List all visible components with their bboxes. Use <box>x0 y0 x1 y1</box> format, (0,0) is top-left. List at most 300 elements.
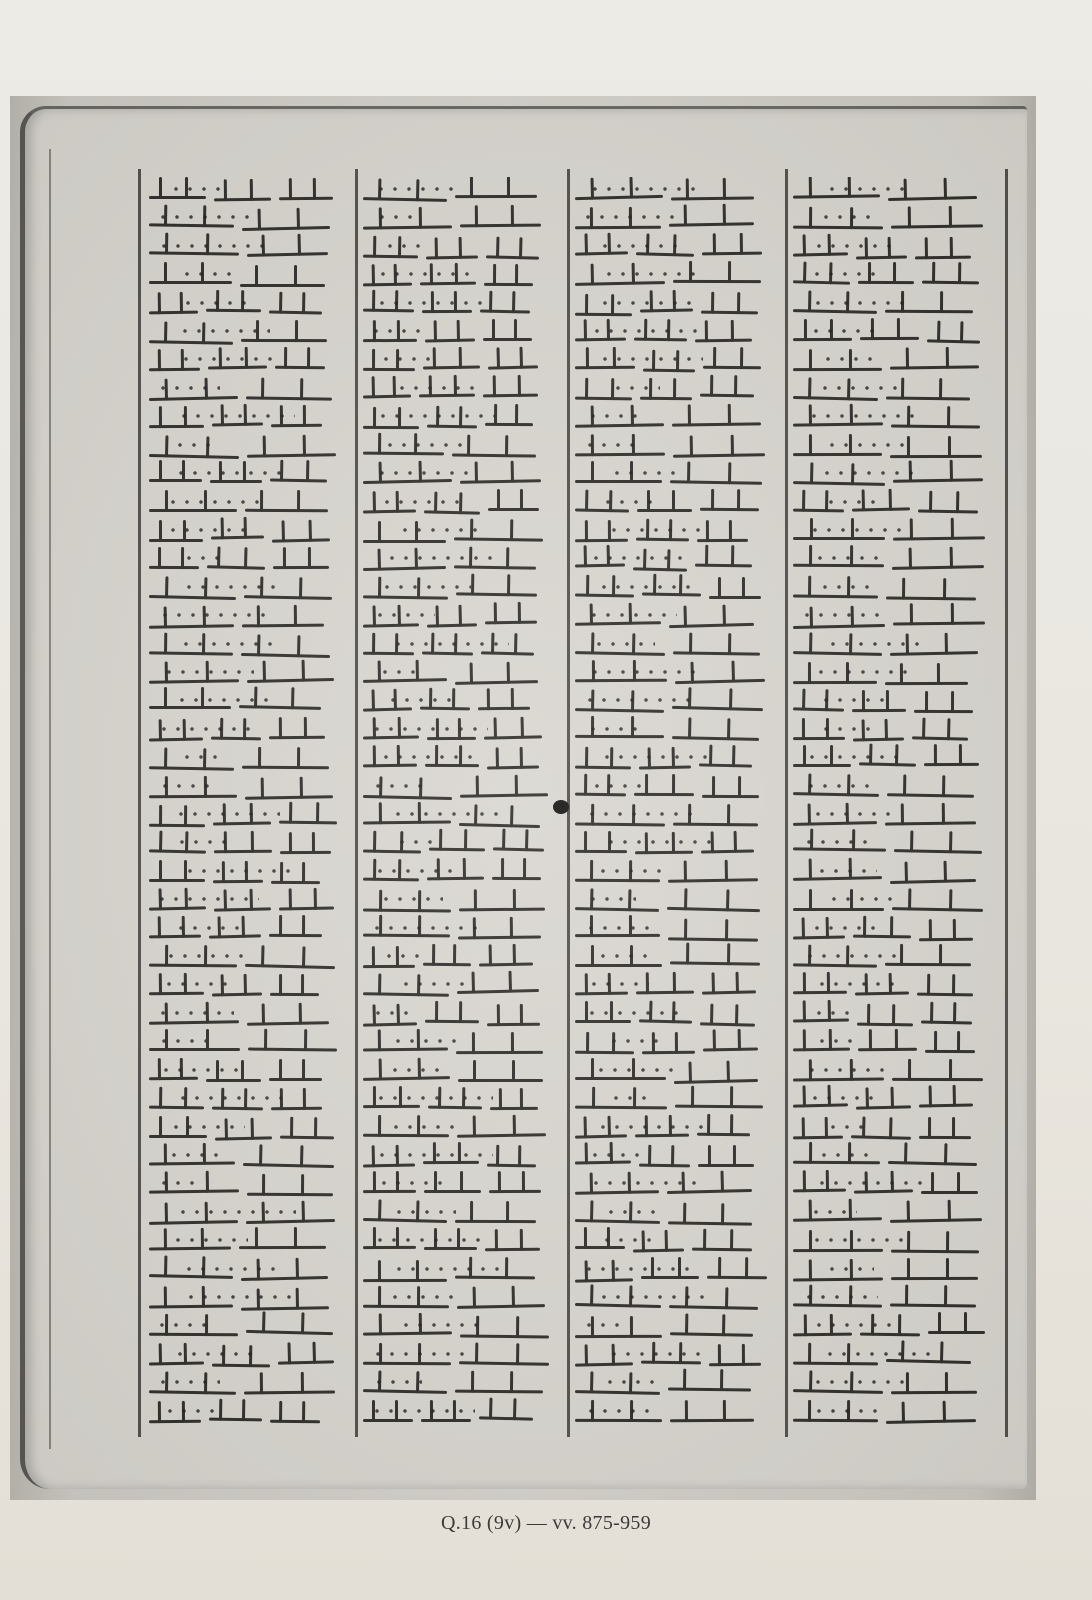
handwritten-stroke <box>149 1189 239 1193</box>
handwritten-stroke <box>363 1105 420 1108</box>
diacritic-dots <box>371 784 427 788</box>
handwritten-stroke <box>852 709 906 712</box>
handwritten-stroke <box>924 763 979 766</box>
handwritten-stroke <box>575 226 661 229</box>
handwritten-stroke <box>793 821 877 826</box>
handwritten-stroke <box>363 395 411 399</box>
handwritten-stroke <box>363 820 451 824</box>
handwritten-stroke <box>149 624 234 629</box>
diacritic-dots <box>824 500 876 504</box>
diacritic-dots <box>609 1096 656 1100</box>
diacritic-dots <box>810 272 878 276</box>
handwritten-stroke <box>700 1022 755 1026</box>
handwritten-stroke <box>363 309 414 313</box>
handwritten-stroke <box>670 1419 754 1423</box>
handwritten-stroke <box>575 1419 662 1422</box>
handwritten-stroke <box>885 310 973 313</box>
handwritten-stroke <box>423 366 480 370</box>
diacritic-dots <box>585 1011 682 1015</box>
handwritten-stroke <box>211 737 261 741</box>
handwritten-stroke <box>891 1277 978 1280</box>
diacritic-dots <box>586 414 638 418</box>
diacritic-dots <box>826 642 919 646</box>
diacritic-dots <box>371 1352 469 1356</box>
handwritten-stroke <box>793 1078 884 1082</box>
handwritten-stroke <box>149 1161 235 1165</box>
handwritten-stroke <box>793 564 884 568</box>
handwritten-stroke <box>673 823 758 827</box>
handwritten-stroke <box>460 224 541 228</box>
handwritten-stroke <box>206 309 261 313</box>
diacritic-dots <box>395 386 477 390</box>
handwritten-stroke <box>890 879 976 884</box>
handwritten-stroke <box>670 1332 753 1337</box>
handwritten-stroke <box>248 1048 337 1052</box>
diacritic-dots <box>586 897 636 901</box>
handwritten-stroke <box>486 255 539 259</box>
diacritic-dots <box>157 244 274 248</box>
handwritten-stroke <box>793 1333 852 1337</box>
handwritten-stroke <box>149 1362 204 1366</box>
handwritten-stroke <box>214 850 272 854</box>
handwritten-stroke <box>575 397 632 401</box>
handwritten-stroke <box>633 567 687 571</box>
handwritten-stroke <box>363 1305 449 1308</box>
handwritten-stroke <box>912 736 968 740</box>
handwritten-stroke <box>363 595 448 599</box>
handwritten-stroke <box>575 423 664 428</box>
diacritic-dots <box>597 585 691 589</box>
handwritten-stroke <box>575 934 660 937</box>
handwritten-stroke <box>149 196 206 199</box>
diacritic-dots <box>176 1210 296 1214</box>
handwritten-stroke <box>212 1107 263 1111</box>
handwritten-stroke <box>674 1079 758 1084</box>
handwritten-stroke <box>149 396 238 401</box>
diacritic-dots <box>370 727 488 731</box>
handwritten-stroke <box>641 1276 699 1279</box>
diacritic-dots <box>804 784 872 788</box>
handwritten-stroke <box>278 1360 334 1364</box>
handwritten-stroke <box>793 1136 843 1140</box>
handwritten-stroke <box>363 452 444 456</box>
handwritten-stroke <box>363 339 417 342</box>
diacritic-dots <box>164 954 245 958</box>
diacritic-dots <box>378 670 423 674</box>
handwritten-stroke <box>493 847 544 851</box>
handwritten-stroke <box>426 255 478 259</box>
handwritten-stroke <box>793 537 885 540</box>
diacritic-dots <box>180 755 226 759</box>
handwritten-stroke <box>668 937 758 941</box>
handwritten-stroke <box>639 1019 692 1023</box>
handwritten-stroke <box>363 1331 452 1335</box>
handwritten-stroke <box>891 1391 977 1394</box>
handwritten-stroke <box>918 509 978 513</box>
diacritic-dots <box>812 244 896 248</box>
diacritic-dots <box>156 386 220 390</box>
handwritten-stroke <box>636 538 689 542</box>
handwritten-stroke <box>270 479 327 483</box>
handwritten-stroke <box>425 339 475 343</box>
diacritic-dots <box>598 357 703 361</box>
handwritten-stroke <box>670 480 762 485</box>
diacritic-dots <box>156 215 254 219</box>
handwritten-stroke <box>702 252 762 256</box>
handwritten-stroke <box>279 906 334 910</box>
handwritten-stroke <box>149 1135 207 1138</box>
diacritic-dots <box>811 301 912 305</box>
handwritten-stroke <box>793 1362 878 1366</box>
handwritten-stroke <box>575 338 626 342</box>
handwritten-stroke <box>856 255 907 259</box>
diacritic-dots <box>162 982 227 986</box>
diacritic-dots <box>174 812 280 816</box>
handwritten-stroke <box>575 850 627 853</box>
diacritic-dots <box>601 500 657 504</box>
handwritten-stroke <box>149 311 198 315</box>
handwritten-stroke <box>246 1330 333 1335</box>
handwritten-stroke <box>239 705 321 710</box>
handwritten-stroke <box>701 311 758 315</box>
diacritic-dots <box>814 670 910 674</box>
handwritten-stroke <box>424 1190 481 1193</box>
diacritic-dots <box>371 1011 416 1015</box>
diacritic-dots <box>383 443 464 447</box>
handwritten-stroke <box>928 1331 985 1334</box>
diacritic-dots <box>805 755 898 759</box>
handwritten-stroke <box>701 849 754 853</box>
handwritten-stroke <box>885 963 971 966</box>
handwritten-stroke <box>633 1248 684 1252</box>
diacritic-dots <box>589 1181 698 1185</box>
handwritten-stroke <box>890 455 982 458</box>
diacritic-dots <box>818 585 879 589</box>
handwritten-stroke <box>675 1105 763 1109</box>
manuscript-folio <box>20 106 1027 1489</box>
diacritic-dots <box>173 1352 261 1356</box>
diacritic-dots <box>587 982 649 986</box>
handwritten-stroke <box>427 737 476 740</box>
diacritic-dots <box>182 556 224 560</box>
handwritten-stroke <box>793 1103 848 1107</box>
diacritic-dots <box>380 585 471 589</box>
handwritten-stroke <box>244 595 332 600</box>
handwritten-stroke <box>460 793 548 797</box>
handwritten-stroke <box>892 1078 983 1081</box>
diacritic-dots <box>802 840 874 844</box>
diacritic-dots <box>166 500 267 504</box>
handwritten-stroke <box>793 847 886 851</box>
handwritten-stroke <box>241 1306 329 1311</box>
handwritten-stroke <box>149 964 237 968</box>
handwritten-stroke <box>490 1107 538 1110</box>
handwritten-stroke <box>149 509 237 512</box>
handwritten-stroke <box>457 1304 545 1309</box>
handwritten-stroke <box>149 1390 236 1395</box>
handwritten-stroke <box>149 1304 233 1308</box>
handwritten-stroke <box>793 991 847 994</box>
handwritten-stroke <box>575 453 665 457</box>
handwritten-stroke <box>575 594 634 598</box>
handwritten-stroke <box>460 1335 549 1339</box>
handwritten-stroke <box>422 310 472 313</box>
diacritic-dots <box>388 1295 455 1299</box>
handwritten-stroke <box>480 309 530 313</box>
handwritten-stroke <box>240 284 325 287</box>
diacritic-dots <box>379 897 443 901</box>
handwritten-stroke <box>363 735 419 739</box>
handwritten-stroke <box>241 339 327 342</box>
handwritten-stroke <box>488 508 539 511</box>
diacritic-dots <box>373 613 435 617</box>
diacritic-dots <box>169 1125 245 1129</box>
diacritic-dots <box>821 357 872 361</box>
handwritten-stroke <box>455 1390 543 1394</box>
handwritten-stroke <box>485 1248 540 1252</box>
handwritten-stroke <box>667 907 760 912</box>
handwritten-stroke <box>244 1390 335 1394</box>
handwritten-stroke <box>149 1077 198 1081</box>
diacritic-dots <box>383 244 425 248</box>
ink-blot <box>553 800 569 814</box>
handwritten-stroke <box>888 1161 977 1166</box>
handwritten-stroke <box>422 651 473 655</box>
handwritten-stroke <box>886 1419 976 1424</box>
handwritten-stroke <box>700 508 759 511</box>
handwritten-stroke <box>213 880 263 883</box>
diacritic-dots <box>815 869 877 873</box>
handwritten-stroke <box>793 509 844 513</box>
column-rule <box>138 169 141 1437</box>
diacritic-dots <box>610 471 682 475</box>
diacritic-dots <box>174 471 287 475</box>
handwritten-stroke <box>891 1250 979 1254</box>
diacritic-dots <box>392 1210 456 1214</box>
handwritten-stroke <box>793 737 845 740</box>
handwritten-stroke <box>245 964 335 969</box>
diacritic-dots <box>590 784 642 788</box>
handwritten-stroke <box>454 565 536 569</box>
handwritten-stroke <box>457 1133 546 1138</box>
diacritic-dots <box>820 471 916 475</box>
diacritic-dots <box>811 1380 914 1384</box>
diacritic-dots <box>602 272 697 276</box>
diacritic-dots <box>585 812 694 816</box>
handwritten-stroke <box>487 1164 536 1168</box>
handwritten-stroke <box>793 368 882 371</box>
handwritten-stroke <box>697 539 748 542</box>
handwritten-stroke <box>427 623 477 627</box>
handwritten-stroke <box>793 280 850 284</box>
handwritten-stroke <box>575 1335 662 1338</box>
handwritten-stroke <box>271 881 320 884</box>
handwritten-stroke <box>363 1218 447 1223</box>
handwritten-stroke <box>149 1020 239 1024</box>
handwritten-stroke <box>459 823 540 828</box>
handwritten-stroke <box>915 256 971 260</box>
handwritten-stroke <box>149 1274 233 1279</box>
handwritten-stroke <box>917 993 973 997</box>
handwritten-stroke <box>455 1220 536 1223</box>
diacritic-dots <box>159 1068 247 1072</box>
handwritten-stroke <box>280 1136 334 1140</box>
handwritten-stroke <box>793 226 883 230</box>
diacritic-dots <box>374 187 462 191</box>
handwritten-stroke <box>575 1106 667 1110</box>
handwritten-stroke <box>891 424 980 428</box>
handwritten-stroke <box>669 1305 758 1310</box>
diacritic-dots <box>389 1125 457 1129</box>
handwritten-stroke <box>492 877 541 880</box>
diacritic-dots <box>166 528 248 532</box>
handwritten-stroke <box>279 197 333 201</box>
diacritic-dots <box>603 1380 660 1384</box>
handwritten-stroke <box>487 765 539 769</box>
handwritten-stroke <box>858 1048 917 1051</box>
handwritten-stroke <box>420 282 476 286</box>
handwritten-stroke <box>671 196 754 200</box>
handwritten-stroke <box>670 961 760 965</box>
diacritic-dots <box>181 301 254 305</box>
diacritic-dots <box>815 1181 930 1185</box>
handwritten-stroke <box>855 991 909 995</box>
diacritic-dots <box>598 244 687 248</box>
handwritten-stroke <box>363 1134 449 1138</box>
handwritten-stroke <box>852 507 910 511</box>
handwritten-stroke <box>149 368 200 372</box>
handwritten-stroke <box>890 365 979 369</box>
text-columns <box>145 177 1001 1433</box>
handwritten-stroke <box>793 792 879 797</box>
handwritten-stroke <box>363 934 450 938</box>
handwritten-stroke <box>149 679 239 684</box>
diacritic-dots <box>826 1125 868 1129</box>
handwritten-stroke <box>269 310 322 314</box>
diacritic-dots <box>809 329 884 333</box>
diacritic-dots <box>812 1323 896 1327</box>
diacritic-dots <box>588 670 704 674</box>
handwritten-stroke <box>363 1246 416 1249</box>
diacritic-dots <box>183 869 300 873</box>
handwritten-stroke <box>487 1023 540 1027</box>
diacritic-dots <box>805 1068 892 1072</box>
handwritten-stroke <box>886 396 970 400</box>
handwritten-stroke <box>208 366 267 370</box>
handwritten-stroke <box>488 365 538 369</box>
diacritic-dots <box>583 443 636 447</box>
handwritten-stroke <box>273 566 329 569</box>
handwritten-stroke <box>479 962 533 966</box>
handwritten-stroke <box>149 849 206 853</box>
diacritic-dots <box>808 1096 883 1100</box>
handwritten-stroke <box>793 453 882 456</box>
handwritten-stroke <box>634 338 687 342</box>
diacritic-dots <box>825 443 912 447</box>
column-left <box>145 177 355 1433</box>
handwritten-stroke <box>575 651 665 656</box>
diacritic-dots <box>156 1011 234 1015</box>
handwritten-stroke <box>672 706 763 711</box>
handwritten-stroke <box>700 394 754 398</box>
handwritten-stroke <box>635 851 693 855</box>
diacritic-dots <box>157 1039 206 1043</box>
handwritten-stroke <box>643 369 695 373</box>
diacritic-dots <box>374 1096 493 1100</box>
handwritten-stroke <box>363 707 412 711</box>
handwritten-stroke <box>793 963 877 967</box>
handwritten-stroke <box>149 766 234 770</box>
handwritten-stroke <box>888 196 977 201</box>
handwritten-stroke <box>853 935 911 939</box>
diacritic-dots <box>179 642 281 646</box>
handwritten-stroke <box>575 708 664 713</box>
handwritten-stroke <box>793 1189 846 1193</box>
handwritten-stroke <box>793 1018 849 1022</box>
handwritten-stroke <box>793 422 883 426</box>
handwritten-stroke <box>423 963 471 966</box>
handwritten-stroke <box>672 736 759 741</box>
handwritten-stroke <box>242 766 329 770</box>
handwritten-stroke <box>458 935 541 939</box>
diacritic-dots <box>180 272 233 276</box>
handwritten-stroke <box>452 453 536 457</box>
handwritten-stroke <box>149 251 239 255</box>
diacritic-dots <box>815 1039 859 1043</box>
handwritten-stroke <box>793 707 844 711</box>
handwritten-stroke <box>575 679 667 682</box>
handwritten-stroke <box>149 1220 238 1225</box>
handwritten-stroke <box>886 1359 971 1364</box>
diacritic-dots <box>582 1323 624 1327</box>
handwritten-stroke <box>209 934 261 938</box>
handwritten-stroke <box>363 1190 416 1193</box>
diacritic-dots <box>604 1210 662 1214</box>
handwritten-stroke <box>793 1419 878 1422</box>
diacritic-dots <box>399 1323 482 1327</box>
handwritten-stroke <box>363 1362 451 1365</box>
handwritten-stroke <box>455 680 538 685</box>
handwritten-stroke <box>363 1389 447 1394</box>
handwritten-stroke <box>673 651 760 655</box>
diacritic-dots <box>809 1210 857 1214</box>
handwritten-stroke <box>363 678 447 683</box>
handwritten-stroke <box>668 1221 752 1225</box>
handwritten-stroke <box>697 1133 750 1137</box>
handwritten-stroke <box>793 764 851 767</box>
diacritic-dots <box>819 215 872 219</box>
diacritic-dots <box>583 698 689 702</box>
handwritten-stroke <box>149 1333 238 1336</box>
handwritten-stroke <box>149 706 231 709</box>
handwritten-stroke <box>363 764 417 768</box>
handwritten-stroke <box>149 824 205 827</box>
handwritten-stroke <box>575 281 665 286</box>
handwritten-stroke <box>637 509 692 512</box>
handwritten-stroke <box>575 1051 634 1055</box>
diacritic-dots <box>819 698 890 702</box>
diacritic-dots <box>375 215 416 219</box>
handwritten-stroke <box>269 934 322 937</box>
handwritten-stroke <box>709 1363 761 1366</box>
handwritten-stroke <box>885 821 976 825</box>
diacritic-dots <box>597 1295 704 1299</box>
handwritten-stroke <box>424 1247 477 1250</box>
diacritic-dots <box>375 471 476 475</box>
handwritten-stroke <box>575 1020 631 1023</box>
handwritten-stroke <box>489 1190 541 1193</box>
handwritten-stroke <box>149 795 237 799</box>
